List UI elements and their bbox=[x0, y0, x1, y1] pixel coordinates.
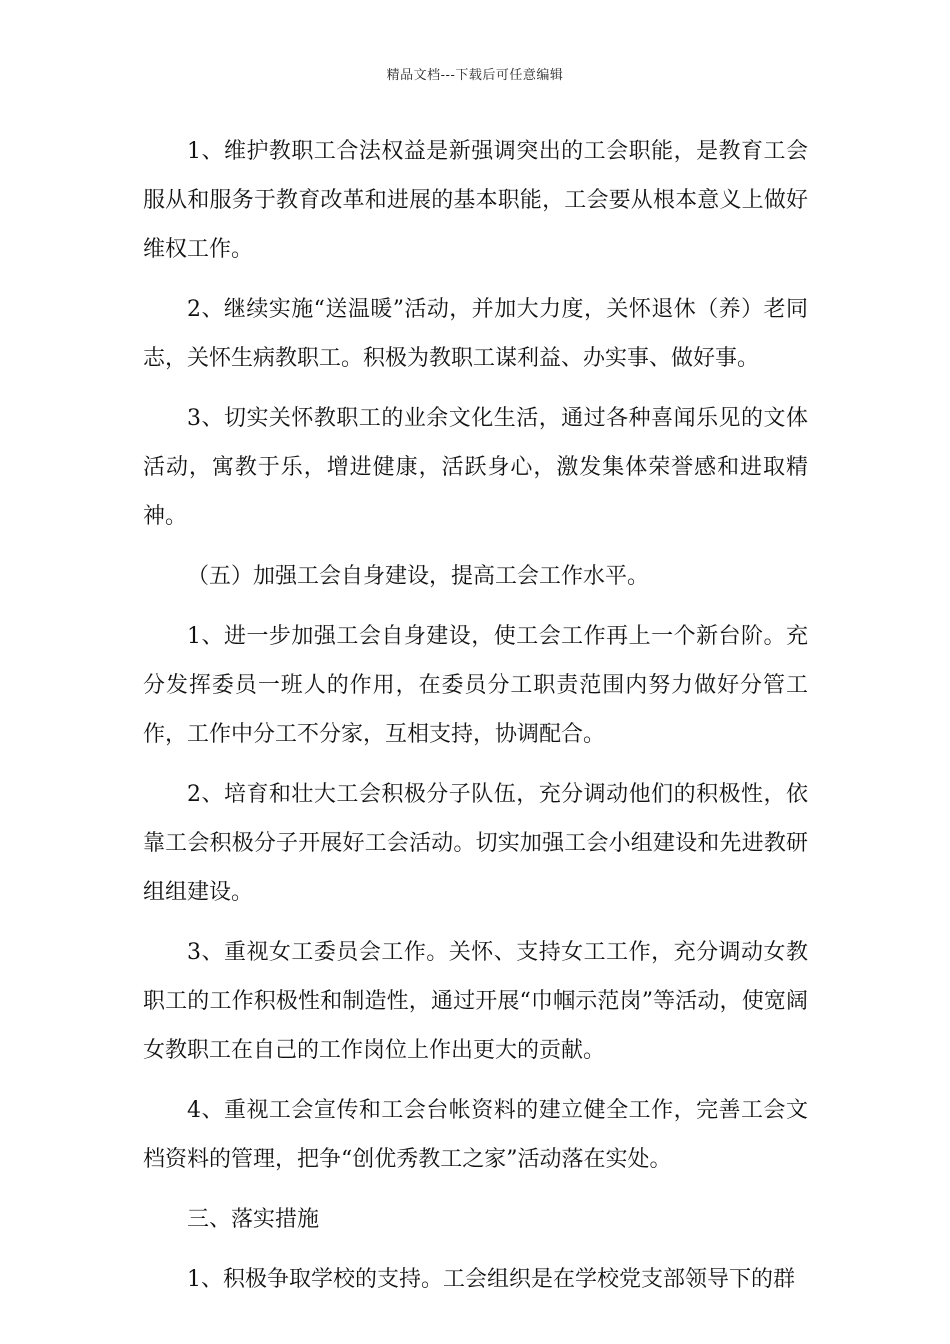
section-heading-measures: 三、落实措施 bbox=[187, 1207, 320, 1232]
paragraph-build-2: 2、培育和壮大工会积极分子队伍，充分调动他们的积极性，依靠工会积极分子开展好工会活动。切实加强工会小组建设和先进教研组组建设。 bbox=[143, 782, 808, 905]
paragraph-duty-1: 1、维护教职工合法权益是新强调突出的工会职能，是教育工会服从和服务于教育改革和进展的基本职能，工会要从根本意义上做好维权工作。 bbox=[143, 139, 808, 262]
page-header: 精品文档---下载后可任意编辑 bbox=[386, 68, 564, 83]
paragraph-build-3: 3、重视女工委员会工作。关怀、支持女工工作，充分调动女教职工的工作积极性和制造性，通过开展“巾帼示范岗”等活动，使宽阔女教职工在自己的工作岗位上作出更大的贡献。 bbox=[143, 940, 808, 1063]
document-body bbox=[143, 127, 808, 1315]
paragraph-duty-3: 3、切实关怀教职工的业余文化生活，通过各种喜闻乐见的文体活动，寓教于乐，增进健康，活跃身心，激发集体荣誉感和进取精神。 bbox=[143, 406, 808, 529]
paragraph-duty-2: 2、继续实施“送温暖”活动，并加大力度，关怀退休（养）老同志，关怀生病教职工。积极为教职工谋利益、办实事、做好事。 bbox=[143, 297, 808, 371]
paragraph-build-1: 1、进一步加强工会自身建设，使工会工作再上一个新台阶。充分发挥委员一班人的作用，在委员分工职责范围内努力做好分管工作，工作中分工不分家，互相支持，协调配合。 bbox=[143, 624, 808, 747]
paragraph-build-4: 4、重视工会宣传和工会台帐资料的建立健全工作，完善工会文档资料的管理，把争“创优秀教工之家”活动落在实处。 bbox=[143, 1098, 808, 1172]
paragraph-measure-1: 1、积极争取学校的支持。工会组织是在学校党支部领导下的群 bbox=[187, 1267, 795, 1292]
section-heading-five: （五）加强工会自身建设，提高工会工作水平。 bbox=[187, 564, 650, 589]
